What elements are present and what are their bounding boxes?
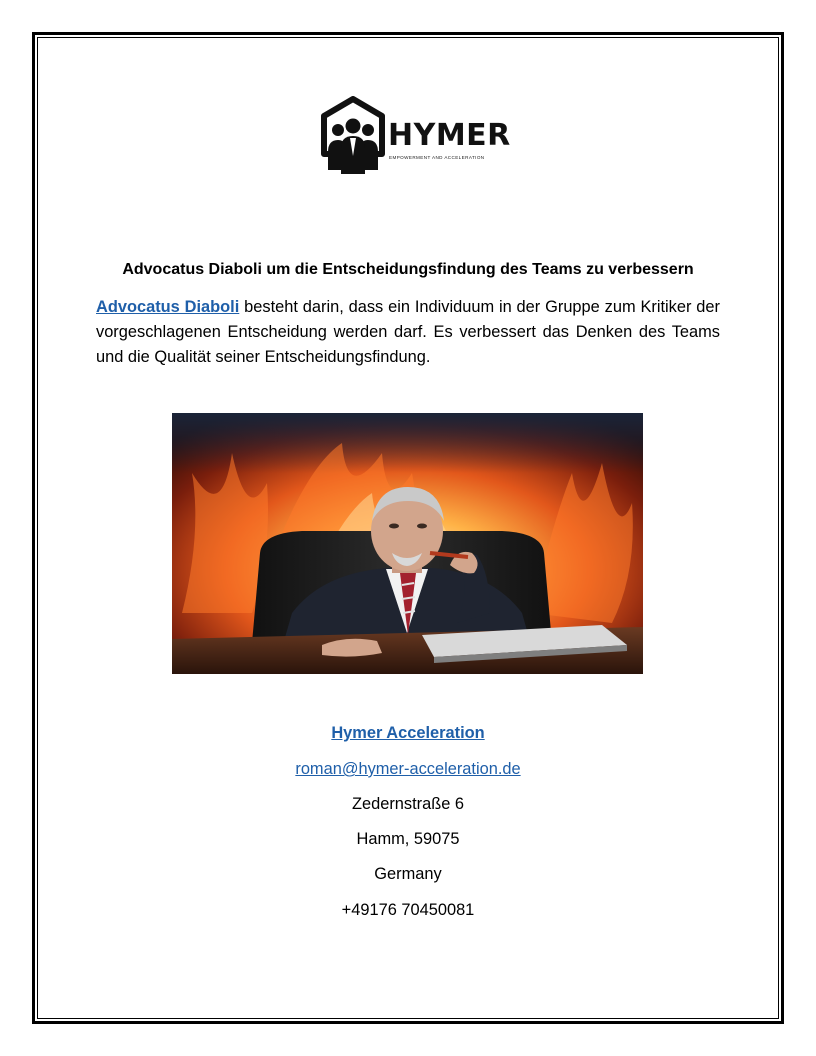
article-heading: Advocatus Diaboli um die Entscheidungsfindung des Teams zu verbessern [122,261,694,278]
logo-tagline: EMPOWERMENT AND ACCELERATION [389,155,485,160]
email-link[interactable]: roman@hymer-acceleration.de [295,760,521,778]
hymer-logo [320,96,511,176]
address-street: Zedernstraße 6 [351,795,465,813]
company-link[interactable]: Hymer Acceleration [331,724,485,742]
address-country: Germany [374,865,442,883]
article-body-text: besteht darin, dass ein Individuum in der Gruppe zum Kritiker der vorgeschlagenen Entscheidung werden darf. Es verbessert das Denken des Teams und die Qualität seiner Entscheidungsfindung. [96,298,720,366]
advocatus-diaboli-link[interactable]: Advocatus Diaboli [96,298,240,316]
address-city: Hamm, 59075 [356,830,460,848]
logo-wordmark: HYMER [388,118,511,153]
article-paragraph [96,295,720,370]
phone-number: +49176 70450081 [341,901,475,919]
team-house-icon [320,96,386,176]
businessman-in-flames-photo [172,413,643,674]
